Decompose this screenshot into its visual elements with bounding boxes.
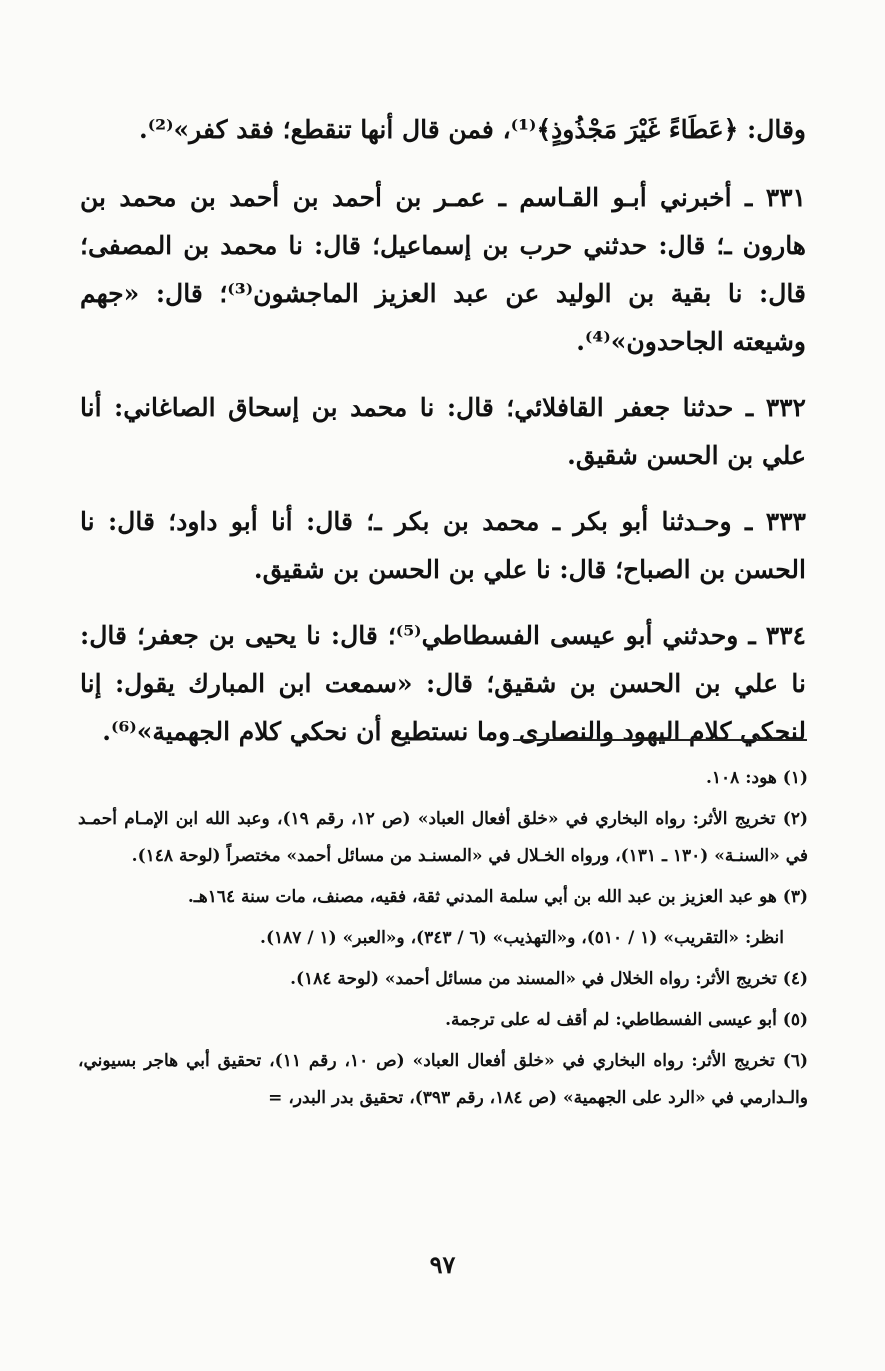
footnote-4: (٤) تخريج الأثر: رواه الخلال في «المسند من مسائل أحمد» (لوحة ١٨٤). — [290, 969, 808, 989]
paragraph-quran-quote: وقال: ﴿عَطَاءً غَيْرَ مَجْذُوذٍ﴾⁽¹⁾، فمن قال أنها تنقطع؛ فقد كفر»⁽²⁾. — [138, 115, 806, 144]
paragraph-331: ٣٣١ ـ أخبرني أبـو القـاسم ـ عمـر بن أحمد بن أحمد بن محمد بن هارون ـ؛ قال: حدثني حرب بن إسماعيل؛ قال: نا محمد بن المصفى؛ قال: نا بقية بن الوليد عن عبد العزيز الماجشون⁽³⁾؛ قال: «جهم وشيعته الجاحدون»⁽⁴⁾. — [80, 183, 806, 356]
main-text — [80, 106, 806, 774]
footnote-3: (٣) هو عبد العزيز بن عبد الله بن أبي سلمة المدني ثقة، فقيه، مصنف، مات سنة ١٦٤هـ. — [187, 887, 808, 907]
footnote-2: (٢) تخريج الأثر: رواه البخاري في «خلق أفعال العباد» (ص ١٢، رقم ١٩)، وعبد الله ابن الإمـام أحمـد في «السنـة» (١٣٠ ـ ١٣١)، ورواه الخـلال في «المسنـد من مسائل أحمد» مختصراً (لوحة ١٤٨). — [78, 809, 808, 866]
footnote-3-sources: انظر: «التقريب» (١ / ٥١٠)، و«التهذيب» (٦ / ٣٤٣)، و«العبر» (١ / ١٨٧). — [260, 928, 784, 948]
paragraph-334: ٣٣٤ ـ وحدثني أبو عيسى الفسطاطي⁽⁵⁾؛ قال: نا يحيى بن جعفر؛ قال: نا علي بن الحسن بن شقيق؛ قال: «سمعت ابن المبارك يقول: إنا لنحكي كلام اليهود والنصارى وما نستطيع أن نحكي كلام الجهمية»⁽⁶⁾. — [80, 621, 806, 746]
footnote-6: (٦) تخريج الأثر: رواه البخاري في «خلق أفعال العباد» (ص ١٠، رقم ١١)، تحقيق أبي هاجر بسيوني، والـدارمي في «الرد على الجهمية» (ص ١٨٤، رقم ٣٩٣)، تحقيق بدر البدر، = — [78, 1051, 808, 1108]
footnotes — [78, 760, 808, 1121]
footnote-1: (١) هود: ١٠٨. — [706, 768, 808, 788]
paragraph-332: ٣٣٢ ـ حدثنا جعفر القافلائي؛ قال: نا محمد بن إسحاق الصاغاني: أنا علي بن الحسن شقيق. — [80, 393, 806, 470]
footnote-5: (٥) أبو عيسى الفسطاطي: لم أقف له على ترجمة. — [445, 1010, 808, 1030]
footnote-separator — [513, 739, 807, 741]
page-number: ٩٧ — [429, 1250, 456, 1279]
paragraph-333: ٣٣٣ ـ وحـدثنا أبو بكر ـ محمد بن بكر ـ؛ قال: أنا أبو داود؛ قال: نا الحسن بن الصباح؛ قال: نا علي بن الحسن بن شقيق. — [80, 507, 806, 584]
